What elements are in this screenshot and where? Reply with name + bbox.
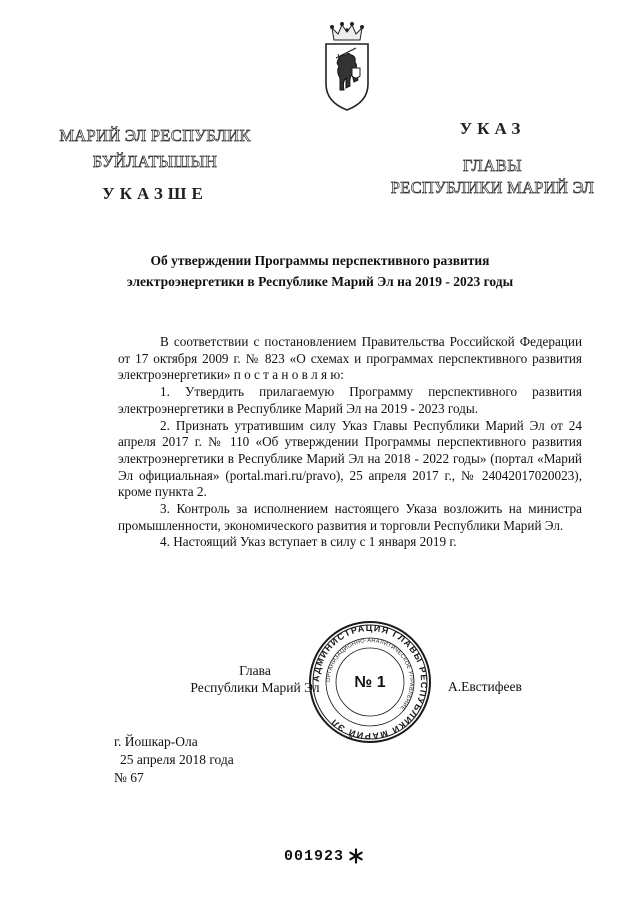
header-left-republic: МАРИЙ ЭЛ РЕСПУБЛИК: [59, 126, 251, 145]
stamp-inner-text: ОРГАНИЗАЦИОННО-АНАЛИТИЧЕСКОЕ УПРАВЛЕНИЕ: [325, 637, 415, 712]
body-item-3: 3. Контроль за исполнением настоящего Указа возложить на министра промышленности, экономического развития и торговли Республики Марий Эл.: [118, 501, 582, 533]
signature-name: А.Евстифеев: [448, 679, 522, 694]
stamp-outer-text: АДМИНИСТРАЦИЯ ГЛАВЫ РЕСПУБЛИКИ МАРИЙ ЭЛ: [310, 622, 430, 742]
body-item-1: 1. Утвердить прилагаемую Программу перспективного развития электроэнергетики в Республике Марий Эл на 2019 - 2023 годы.: [118, 384, 582, 416]
official-stamp: [305, 617, 435, 747]
title-line-1: Об утверждении Программы перспективного развития: [150, 253, 490, 268]
signature-position-line-1: Глава: [239, 663, 271, 678]
header-left: [0, 126, 310, 204]
stamp-number: № 1: [354, 674, 386, 691]
document-body: [118, 334, 582, 551]
footer-number: № 67: [114, 770, 144, 785]
footer-city: г. Йошкар-Ола: [114, 734, 198, 749]
title-line-2: электроэнергетики в Республике Марий Эл на 2019 - 2023 годы: [126, 274, 514, 289]
body-preamble: В соответствии с постановлением Правительства Российской Федерации от 17 октября 2009 г. № 823 «О схемах и программах перспективного развития электроэнергетики» п о с т а н о в л я ю:: [118, 334, 582, 383]
serial-number: 001923: [284, 848, 345, 865]
header-right-head: ГЛАВЫ: [462, 156, 523, 175]
footer-date: 25 апреля 2018 года: [120, 752, 234, 767]
header-left-head: БУЙЛАТЫШЫН: [92, 152, 218, 171]
header-right-decree: УКАЗ: [459, 119, 526, 138]
header-right-republic: РЕСПУБЛИКИ МАРИЙ ЭЛ: [390, 178, 595, 197]
signature-position-line-2: Республики Марий Эл: [190, 680, 320, 695]
document-title: [0, 250, 640, 292]
body-item-2: 2. Признать утратившим силу Указ Главы Республики Марий Эл от 24 апреля 2017 г. № 110 «Об утверждении Программы перспективного развития электроэнергетики в Республике Марий Эл на 2018 - 2022 годы» (портал «Марий Эл официальная» (portal.mari.ru/pravo), 25 апреля 2017 г., № 24042017020023), кроме пункта 2.: [118, 417, 582, 500]
asterisk-icon: [348, 848, 364, 864]
header-left-decree: УКАЗШЕ: [102, 184, 208, 203]
coat-of-arms-emblem: [322, 22, 372, 114]
body-item-4: 4. Настоящий Указ вступает в силу с 1 января 2019 г.: [160, 534, 457, 550]
header-right: [345, 118, 640, 198]
